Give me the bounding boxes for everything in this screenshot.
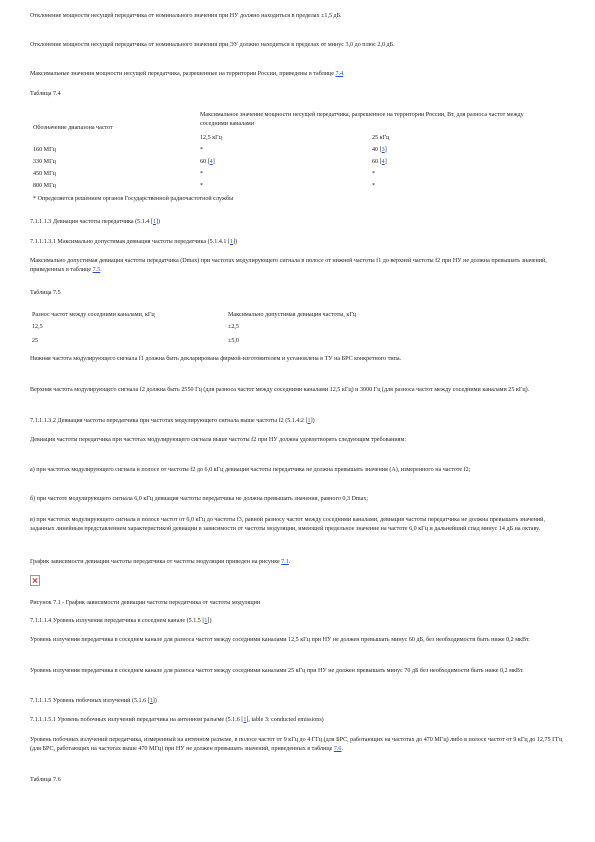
table-7-4	[30, 108, 565, 203]
reference-link[interactable]: 1	[243, 717, 247, 723]
table-caption: Таблица 7.4	[30, 91, 61, 97]
paragraph: Девиация частоты передатчика при частотах модулирующего сигнала выше частоты f2 при НУ должна удовлетворять следующим требованиям:	[30, 437, 407, 443]
paragraph: в) при частотах модулирующего сигнала в полосе частот от 6,0 кГц до частоты f3, равной разносу частот между соседними каналами, девиация частоты передатчика не должна превышать значений, заданных линейным представлением характеристикой девиации в зависимости от частоты модуляции, имеющей предельное значение на частоте 6,0 кГц и дальнейший спад минус 14 дБ на октаву.	[30, 517, 545, 532]
section-heading: 7.1.1.1.3 Девиация частоты передатчика (5.1.4 [1])	[30, 219, 161, 225]
paragraph: Уровень излучения передатчика в соседнем канале для разноса частот между соседними каналами 12,5 кГц при НУ не должен превышать минус 60 дБ, без необходимости быть ниже 0,2 мкВт.	[30, 637, 530, 643]
table-footnote: * Определяется решением органов Государственной радиочастотной службы	[33, 196, 234, 202]
paragraph: Максимальные значения мощности несущей передатчика, разрешенные на территории России, приведены в таблице 7.4.	[30, 71, 345, 77]
paragraph: Отклонение мощности несущей передатчика от номинального значения при ЭУ должно находиться в пределах от минус 3,0 до плюс 2,0 дБ.	[30, 42, 395, 48]
table-7-5-link[interactable]: 7.5	[92, 266, 101, 273]
reference-link[interactable]: 1	[152, 219, 156, 225]
table-7-5	[30, 308, 565, 348]
section-heading: 7.1.1.1.3.2 Девиация частоты передатчика при частотах модулирующего сигнала выше частоты f2 (5.1.4.2 [1])	[30, 418, 315, 424]
table-cell-25: *	[372, 171, 376, 177]
table-cell-band: 450 МГц	[33, 171, 56, 177]
paragraph: Отклонение мощности несущей передатчика от номинального значения при НУ должно находиться в пределах ±1,5 дБ.	[30, 13, 342, 19]
table-cell-12-5: *	[200, 147, 204, 153]
paragraph: График зависимости девиации частоты передатчика от частоты модуляции приведен на рисунке 7.1.	[30, 559, 291, 565]
table-cell-12-5: *	[200, 171, 204, 177]
table-cell-band: 330 МГц	[33, 159, 56, 165]
paragraph: Уровень побочных излучений передатчика, измеренный на антенном разъеме, в полосе частот от 9 кГц до 4 ГГц (для БРС, работающих на частотах до 470 МГц) либо в полосе частот от 9 кГц до 12,75 ГГц (для БРС, работающих на частотах выше 470 МГц) при НУ не должен превышать значений, приведенных в таблице 7.6.	[30, 737, 563, 752]
table-cell-band: 160 МГц	[33, 147, 56, 153]
table-cell-band: 800 МГц	[33, 183, 56, 189]
table-7-4-link[interactable]: 7.4	[335, 71, 344, 77]
paragraph: б) при частоте модулирующего сигнала 6,0 кГц девиация частоты передатчика не должна превышать значения, равного 0,3 Dmax;	[30, 496, 369, 502]
table-cell-12-5: 60 [4]	[200, 159, 215, 165]
table-subheader-12-5: 12,5 кГц	[200, 135, 222, 141]
reference-link[interactable]: 4	[209, 159, 213, 165]
figure-7-1-link[interactable]: 7.1	[281, 559, 289, 565]
table-cell-25: *	[372, 183, 376, 189]
table-cell-spacing: 25	[32, 338, 39, 344]
paragraph: Уровень излучения передатчика в соседнем канале для разноса частот между соседними каналами 25 кГц при НУ не должен превышать минус 70 дБ без необходимости быть ниже 0,2 мкВт.	[30, 668, 524, 674]
section-heading: 7.1.1.1.5 Уровень побочных излучений (5.1.6 [1])	[30, 698, 157, 704]
table-cell-25: 60 [4]	[372, 159, 387, 165]
reference-link[interactable]: 1	[307, 418, 311, 424]
table-header-power: Максимальное значение мощности несущей передатчика, разрешенное на территории России, Вт, для разноса частот между соседними каналами	[200, 112, 524, 127]
paragraph: а) при частотах модулирующего сигнала в полосе от частоты f2 до 6,0 кГц девиация частоты передатчика не должна превышать значения (А), измеренного на частоте f2;	[30, 467, 471, 473]
table-header-deviation: Максимально допустимая девиация частоты, кГц	[228, 312, 357, 318]
reference-link[interactable]: 1	[204, 618, 208, 624]
table-cell-12-5: *	[200, 183, 204, 189]
paragraph: Верхняя частота модулирующего сигнала f2 должна быть 2550 Гц (для разноса частот между соседними каналами 12,5 кГц) и 3000 Гц (для разноса частот между соседними каналами 25 кГц).	[30, 387, 530, 393]
table-subheader-25: 25 кГц	[372, 135, 390, 141]
table-caption: Таблица 7.5	[30, 290, 61, 296]
reference-link[interactable]: 1	[149, 698, 153, 704]
table-cell-25: 40 [3]	[372, 147, 387, 153]
section-heading: 7.1.1.1.4 Уровень излучения передатчика в соседнем канале (5.1.5 [1])	[30, 618, 212, 624]
section-heading: 7.1.1.1.3.1 Максимально допустимая девиация частоты передатчика (5.1.4.1 [1])	[30, 239, 238, 245]
reference-link[interactable]: 1	[229, 239, 234, 245]
paragraph: Нижняя частота модулирующего сигнала f1 должна быть декларирована фирмой-изготовителем и установлена в ТУ на БРС конкретного типа.	[30, 356, 402, 362]
table-cell-spacing: 12,5	[32, 324, 43, 330]
table-header-spacing: Разнос частот между соседними каналами, кГц	[32, 312, 155, 318]
paragraph: Максимально допустимая девиация частоты передатчика (Dmax) при частотах модулирующего сигнала в полосе от нижней частоты f1 до верхней частоты f2 при НУ не должна превышать значений, приведенных в таблице 7.5.	[30, 258, 547, 273]
table-cell-deviation: ±5,0	[228, 338, 239, 344]
broken-image-icon	[30, 575, 40, 586]
table-7-6-link[interactable]: 7.6	[333, 745, 342, 752]
reference-link[interactable]: 4	[381, 159, 385, 165]
table-cell-deviation: ±2,5	[228, 324, 239, 330]
table-header-band: Обозначение диапазона частот	[33, 125, 113, 131]
reference-link[interactable]: 3	[381, 147, 385, 153]
section-heading: 7.1.1.1.5.1 Уровень побочных излучений передатчика на антенном разъеме (5.1.6 [1], table 3: conducted emissions)	[30, 717, 324, 723]
figure-caption: Рисунок 7.1 - График зависимости девиации частоты передатчика от частоты модуляции	[30, 600, 261, 606]
table-caption: Таблица 7.6	[30, 777, 61, 783]
